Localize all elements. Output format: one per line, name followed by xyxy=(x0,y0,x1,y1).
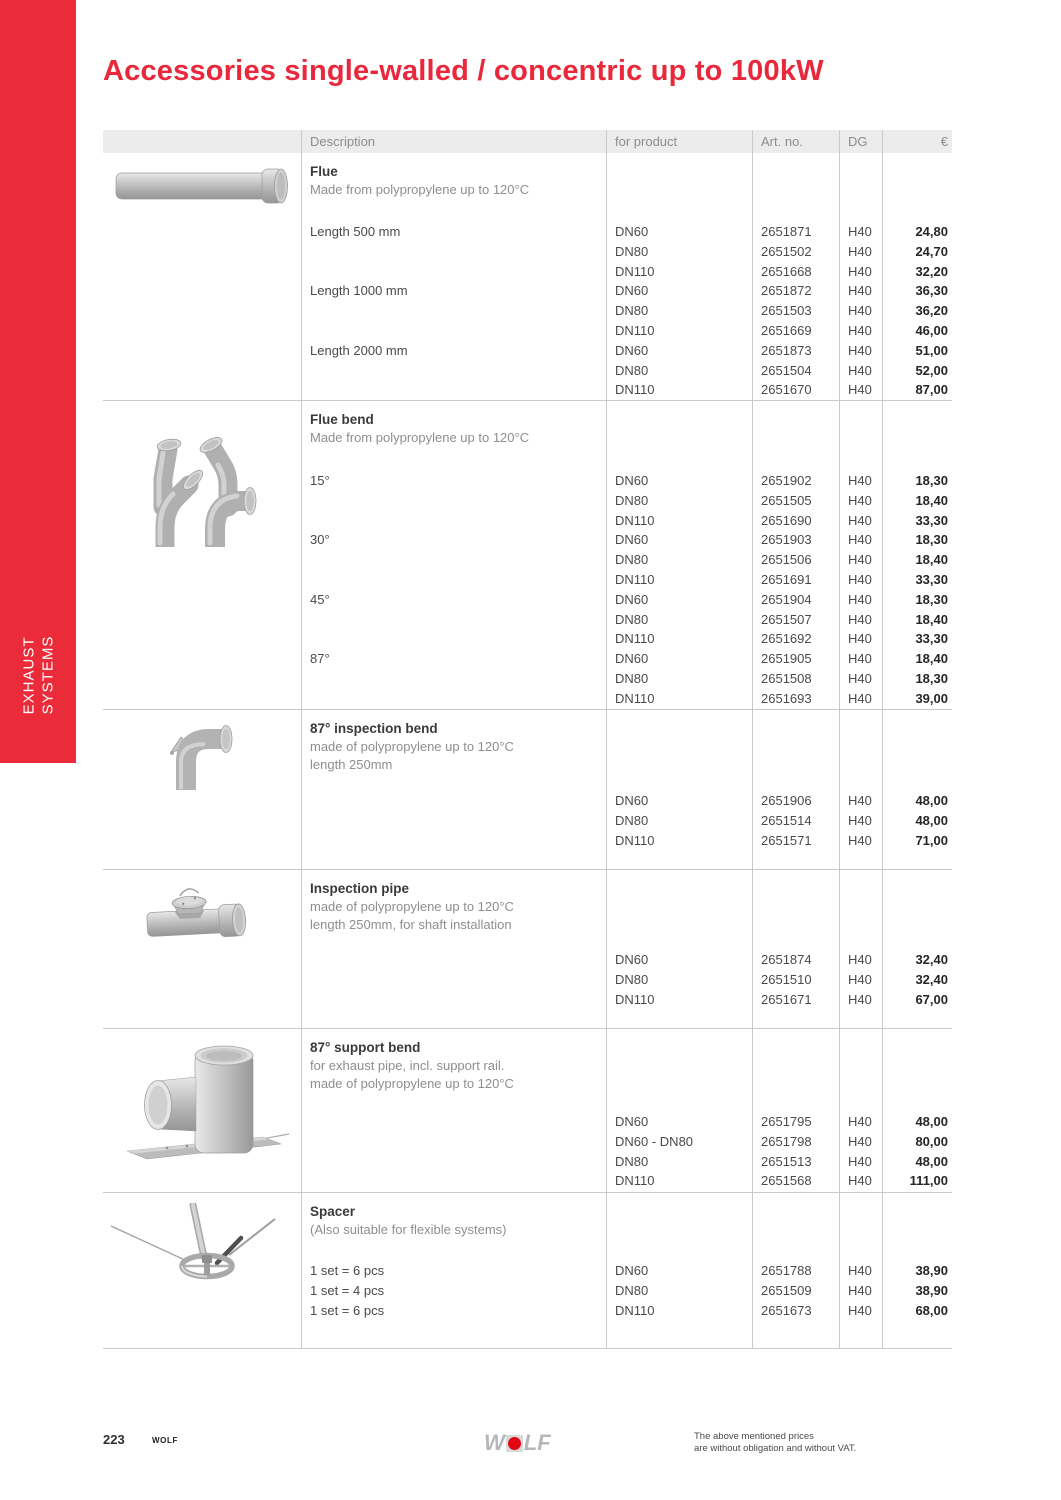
cell-product: DN80 xyxy=(615,971,649,987)
cell-art: 2651690 xyxy=(761,512,812,528)
cell-product: DN60 xyxy=(615,532,649,548)
product-subtitle: made of polypropylene up to 120°C xyxy=(310,1076,514,1091)
cell-price: 46,00 xyxy=(915,322,948,338)
cell-price: 18,40 xyxy=(915,651,948,667)
product-title: Inspection pipe xyxy=(310,881,410,896)
cell-price: 71,00 xyxy=(915,832,948,848)
col-header-art-no: Art. no. xyxy=(752,130,839,153)
cell-price: 36,20 xyxy=(915,303,948,319)
dg-cell xyxy=(839,153,882,400)
cell-product: DN110 xyxy=(615,1302,655,1318)
cell-product: DN80 xyxy=(615,1282,649,1298)
cell-price: 18,30 xyxy=(915,532,948,548)
page-footer xyxy=(0,1424,1061,1464)
spacer-image xyxy=(107,1203,279,1293)
cell-price: 32,20 xyxy=(915,263,948,279)
cell-product: DN60 xyxy=(615,224,649,239)
for-product-cell xyxy=(606,1193,752,1348)
cell-price: 32,40 xyxy=(915,971,948,987)
cell-art: 2651905 xyxy=(761,651,812,667)
art-no-cell xyxy=(752,710,839,869)
cell-product: DN60 xyxy=(615,591,649,607)
cell-art: 2651571 xyxy=(761,832,812,848)
straight-pipe-image xyxy=(115,164,290,206)
cell-art: 2651670 xyxy=(761,382,812,398)
product-subtitle: length 250mm xyxy=(310,757,393,772)
cell-desc xyxy=(302,629,606,649)
cell-desc xyxy=(302,242,606,262)
cell-art: 2651693 xyxy=(761,690,812,706)
cell-desc xyxy=(302,262,606,282)
cell-desc xyxy=(302,811,606,831)
cell-product: DN60 xyxy=(615,651,649,667)
cell-dg: H40 xyxy=(848,690,872,706)
cell-product: DN60 xyxy=(615,1263,649,1278)
page-title: Accessories single-walled / concentric up to 100kW xyxy=(103,55,824,87)
description-cell xyxy=(301,401,606,709)
cell-art: 2651795 xyxy=(761,1114,812,1129)
cell-dg: H40 xyxy=(848,1282,872,1298)
product-title: 87° support bend xyxy=(310,1040,421,1055)
cell-product: DN110 xyxy=(615,382,655,398)
cell-art: 2651872 xyxy=(761,283,812,299)
product-subtitle: (Also suitable for flexible systems) xyxy=(310,1222,507,1237)
cell-price: 111,00 xyxy=(909,1173,948,1189)
cell-desc: 15° xyxy=(310,473,330,488)
description-cell xyxy=(301,1193,606,1348)
cell-dg: H40 xyxy=(848,382,872,398)
cell-dg: H40 xyxy=(848,283,872,299)
cell-price: 48,00 xyxy=(915,1114,948,1129)
cell-product: DN110 xyxy=(615,832,655,848)
cell-dg: H40 xyxy=(848,263,872,279)
product-title: Spacer xyxy=(310,1204,356,1219)
cell-art: 2651503 xyxy=(761,303,812,319)
price-table xyxy=(103,130,952,1349)
cell-dg: H40 xyxy=(848,322,872,338)
cell-dg: H40 xyxy=(848,832,872,848)
cell-art: 2651671 xyxy=(761,991,812,1007)
cell-price: 33,30 xyxy=(915,512,948,528)
dg-cell xyxy=(839,401,882,709)
cell-art: 2651568 xyxy=(761,1173,812,1189)
cell-price: 18,40 xyxy=(915,611,948,627)
cell-desc: Length 500 mm xyxy=(310,224,401,239)
cell-dg: H40 xyxy=(848,473,872,488)
cell-art: 2651871 xyxy=(761,224,812,239)
price-cell xyxy=(882,1193,952,1348)
cell-desc: 87° xyxy=(310,651,330,667)
product-title: 87° inspection bend xyxy=(310,721,438,736)
cell-dg: H40 xyxy=(848,512,872,528)
table-row-group xyxy=(103,400,952,709)
cell-price: 48,00 xyxy=(915,793,948,808)
inspection-pipe-image xyxy=(145,879,253,943)
cell-art: 2651874 xyxy=(761,952,812,967)
cell-desc xyxy=(302,511,606,531)
for-product-cell xyxy=(606,870,752,1028)
cell-art: 2651692 xyxy=(761,631,812,647)
table-header-row xyxy=(103,130,952,153)
cell-price: 38,90 xyxy=(915,1263,948,1278)
product-subtitle: made of polypropylene up to 120°C xyxy=(310,899,514,914)
cell-dg: H40 xyxy=(848,303,872,319)
cell-dg: H40 xyxy=(848,1173,872,1189)
cell-dg: H40 xyxy=(848,971,872,987)
product-subtitle: Made from polypropylene up to 120°C xyxy=(310,182,530,197)
table-row-group xyxy=(103,709,952,869)
cell-product: DN80 xyxy=(615,303,649,319)
product-subtitle: made of polypropylene up to 120°C xyxy=(310,739,514,754)
table-row-group xyxy=(103,153,952,400)
price-cell xyxy=(882,401,952,709)
cell-art: 2651509 xyxy=(761,1282,812,1298)
cell-desc xyxy=(302,1132,606,1152)
cell-desc: Length 2000 mm xyxy=(310,342,408,358)
cell-product: DN60 xyxy=(615,473,649,488)
product-title: Flue bend xyxy=(310,412,374,427)
description-cell xyxy=(301,153,606,400)
cell-dg: H40 xyxy=(848,793,872,808)
logo-letter-w: W xyxy=(484,1430,505,1455)
for-product-cell xyxy=(606,1029,752,1192)
for-product-cell xyxy=(606,401,752,709)
price-disclaimer xyxy=(694,1431,856,1455)
cell-desc xyxy=(302,831,606,851)
table-body xyxy=(103,153,952,1349)
product-image xyxy=(103,870,301,1028)
cell-product: DN110 xyxy=(615,571,655,587)
cell-price: 18,30 xyxy=(915,473,948,488)
cell-product: DN60 xyxy=(615,793,649,808)
cell-product: DN80 xyxy=(615,1153,649,1169)
cell-desc xyxy=(302,1152,606,1172)
cell-product: DN80 xyxy=(615,243,649,259)
cell-price: 24,80 xyxy=(915,224,948,239)
dg-cell xyxy=(839,1029,882,1192)
cell-product: DN60 xyxy=(615,952,649,967)
product-image xyxy=(103,1029,301,1192)
cell-product: DN110 xyxy=(615,322,655,338)
col-header-dg: DG xyxy=(839,130,882,153)
cell-desc xyxy=(302,570,606,590)
cell-price: 18,40 xyxy=(915,552,948,568)
cell-desc: 1 set = 6 pcs xyxy=(310,1263,385,1278)
cell-price: 52,00 xyxy=(915,362,948,378)
cell-desc: 30° xyxy=(310,532,330,548)
cell-price: 32,40 xyxy=(915,952,948,967)
cell-desc xyxy=(302,950,606,970)
art-no-cell xyxy=(752,1193,839,1348)
cell-dg: H40 xyxy=(848,651,872,667)
product-subtitle: length 250mm, for shaft installation xyxy=(310,917,512,932)
disclaimer-line2: are without obligation and without VAT. xyxy=(694,1443,857,1454)
table-row-group xyxy=(103,1028,952,1192)
cell-product: DN60 - DN80 xyxy=(615,1133,694,1149)
cell-desc xyxy=(302,970,606,990)
cell-art: 2651691 xyxy=(761,571,812,587)
product-image xyxy=(103,401,301,709)
cell-price: 18,30 xyxy=(915,591,948,607)
product-subtitle: Made from polypropylene up to 120°C xyxy=(310,430,530,445)
table-row-group xyxy=(103,869,952,1028)
cell-dg: H40 xyxy=(848,1263,872,1278)
description-cell xyxy=(301,1029,606,1192)
cell-dg: H40 xyxy=(848,1133,872,1149)
cell-art: 2651507 xyxy=(761,611,812,627)
cell-product: DN110 xyxy=(615,263,655,279)
cell-product: DN60 xyxy=(615,342,649,358)
cell-dg: H40 xyxy=(848,591,872,607)
cell-art: 2651669 xyxy=(761,322,812,338)
cell-dg: H40 xyxy=(848,812,872,828)
cell-desc: 1 set = 4 pcs xyxy=(310,1282,385,1298)
cell-price: 48,00 xyxy=(915,1153,948,1169)
cell-art: 2651673 xyxy=(761,1302,812,1318)
cell-product: DN80 xyxy=(615,670,649,686)
art-no-cell xyxy=(752,870,839,1028)
col-header-currency: € xyxy=(882,130,952,153)
logo-red-dot-icon xyxy=(506,1435,523,1452)
cell-price: 38,90 xyxy=(915,1282,948,1298)
cell-dg: H40 xyxy=(848,952,872,967)
cell-desc: 1 set = 6 pcs xyxy=(310,1302,385,1318)
cell-art: 2651906 xyxy=(761,793,812,808)
cell-art: 2651508 xyxy=(761,670,812,686)
sidebar-label-line1: EXHAUST xyxy=(20,636,37,715)
cell-desc xyxy=(302,1171,606,1191)
support-bend-image xyxy=(123,1042,291,1168)
cell-price: 80,00 xyxy=(915,1133,948,1149)
cell-art: 2651902 xyxy=(761,473,812,488)
cell-dg: H40 xyxy=(848,571,872,587)
art-no-cell xyxy=(752,153,839,400)
wolf-logo xyxy=(484,1430,551,1456)
cell-dg: H40 xyxy=(848,631,872,647)
sidebar-accent-bar xyxy=(0,0,76,763)
cell-art: 2651798 xyxy=(761,1133,812,1149)
cell-art: 2651502 xyxy=(761,243,812,259)
description-cell xyxy=(301,710,606,869)
cell-desc xyxy=(302,301,606,321)
description-cell xyxy=(301,870,606,1028)
cell-desc xyxy=(302,669,606,689)
cell-dg: H40 xyxy=(848,1153,872,1169)
cell-desc xyxy=(302,550,606,570)
cell-price: 48,00 xyxy=(915,812,948,828)
cell-price: 67,00 xyxy=(915,991,948,1007)
inspection-bend-image xyxy=(163,718,243,792)
cell-desc xyxy=(302,321,606,341)
product-image xyxy=(103,710,301,869)
cell-dg: H40 xyxy=(848,1302,872,1318)
cell-desc xyxy=(302,491,606,511)
cell-product: DN110 xyxy=(615,991,655,1007)
dg-cell xyxy=(839,710,882,869)
product-image xyxy=(103,1193,301,1348)
disclaimer-line1: The above mentioned prices xyxy=(694,1431,814,1442)
cell-price: 18,30 xyxy=(915,670,948,686)
cell-art: 2651505 xyxy=(761,492,812,508)
cell-dg: H40 xyxy=(848,224,872,239)
art-no-cell xyxy=(752,401,839,709)
cell-dg: H40 xyxy=(848,492,872,508)
product-title: Flue xyxy=(310,164,338,179)
cell-dg: H40 xyxy=(848,1114,872,1129)
cell-price: 39,00 xyxy=(915,690,948,706)
cell-desc: 45° xyxy=(310,591,330,607)
cell-product: DN80 xyxy=(615,362,649,378)
brand-name: WOLF xyxy=(152,1436,178,1445)
cell-price: 87,00 xyxy=(915,382,948,398)
for-product-cell xyxy=(606,710,752,869)
cell-dg: H40 xyxy=(848,991,872,1007)
cell-price: 33,30 xyxy=(915,571,948,587)
cell-dg: H40 xyxy=(848,362,872,378)
cell-price: 36,30 xyxy=(915,283,948,299)
for-product-cell xyxy=(606,153,752,400)
cell-product: DN110 xyxy=(615,631,655,647)
price-cell xyxy=(882,870,952,1028)
cell-dg: H40 xyxy=(848,342,872,358)
cell-art: 2651873 xyxy=(761,342,812,358)
art-no-cell xyxy=(752,1029,839,1192)
cell-desc xyxy=(302,1112,606,1132)
cell-dg: H40 xyxy=(848,243,872,259)
sidebar-label-line2: SYSTEMS xyxy=(39,635,56,715)
cell-art: 2651506 xyxy=(761,552,812,568)
page-number: 223 xyxy=(103,1432,125,1447)
cell-product: DN60 xyxy=(615,283,649,299)
dg-cell xyxy=(839,1193,882,1348)
cell-price: 68,00 xyxy=(915,1302,948,1318)
cell-dg: H40 xyxy=(848,611,872,627)
cell-desc xyxy=(302,361,606,381)
cell-product: DN110 xyxy=(615,690,655,706)
price-cell xyxy=(882,153,952,400)
sidebar-category-label xyxy=(19,636,57,715)
cell-art: 2651668 xyxy=(761,263,812,279)
cell-product: DN80 xyxy=(615,611,649,627)
dg-cell xyxy=(839,870,882,1028)
product-subtitle: for exhaust pipe, incl. support rail. xyxy=(310,1058,505,1073)
cell-dg: H40 xyxy=(848,552,872,568)
cell-desc xyxy=(302,990,606,1010)
cell-desc xyxy=(302,689,606,709)
price-cell xyxy=(882,1029,952,1192)
cell-price: 24,70 xyxy=(915,243,948,259)
cell-art: 2651513 xyxy=(761,1153,812,1169)
cell-dg: H40 xyxy=(848,532,872,548)
col-header-for-product: for product xyxy=(606,130,752,153)
cell-art: 2651788 xyxy=(761,1263,812,1278)
cell-desc: Length 1000 mm xyxy=(310,283,408,299)
pipe-bends-image xyxy=(133,407,263,547)
cell-product: DN60 xyxy=(615,1114,649,1129)
cell-art: 2651904 xyxy=(761,591,812,607)
cell-product: DN110 xyxy=(615,512,655,528)
cell-dg: H40 xyxy=(848,670,872,686)
cell-price: 18,40 xyxy=(915,492,948,508)
cell-art: 2651514 xyxy=(761,812,812,828)
col-header-image xyxy=(103,130,301,153)
col-header-description: Description xyxy=(301,130,606,153)
price-cell xyxy=(882,710,952,869)
cell-art: 2651504 xyxy=(761,362,812,378)
cell-desc xyxy=(302,380,606,400)
cell-art: 2651903 xyxy=(761,532,812,548)
cell-price: 33,30 xyxy=(915,631,948,647)
cell-art: 2651510 xyxy=(761,971,812,987)
cell-desc xyxy=(302,791,606,811)
cell-price: 51,00 xyxy=(915,342,948,358)
table-row-group xyxy=(103,1192,952,1348)
cell-product: DN80 xyxy=(615,552,649,568)
cell-desc xyxy=(302,610,606,630)
cell-product: DN80 xyxy=(615,492,649,508)
product-image xyxy=(103,153,301,400)
cell-product: DN110 xyxy=(615,1173,655,1189)
cell-product: DN80 xyxy=(615,812,649,828)
logo-letters-lf: LF xyxy=(523,1430,551,1455)
